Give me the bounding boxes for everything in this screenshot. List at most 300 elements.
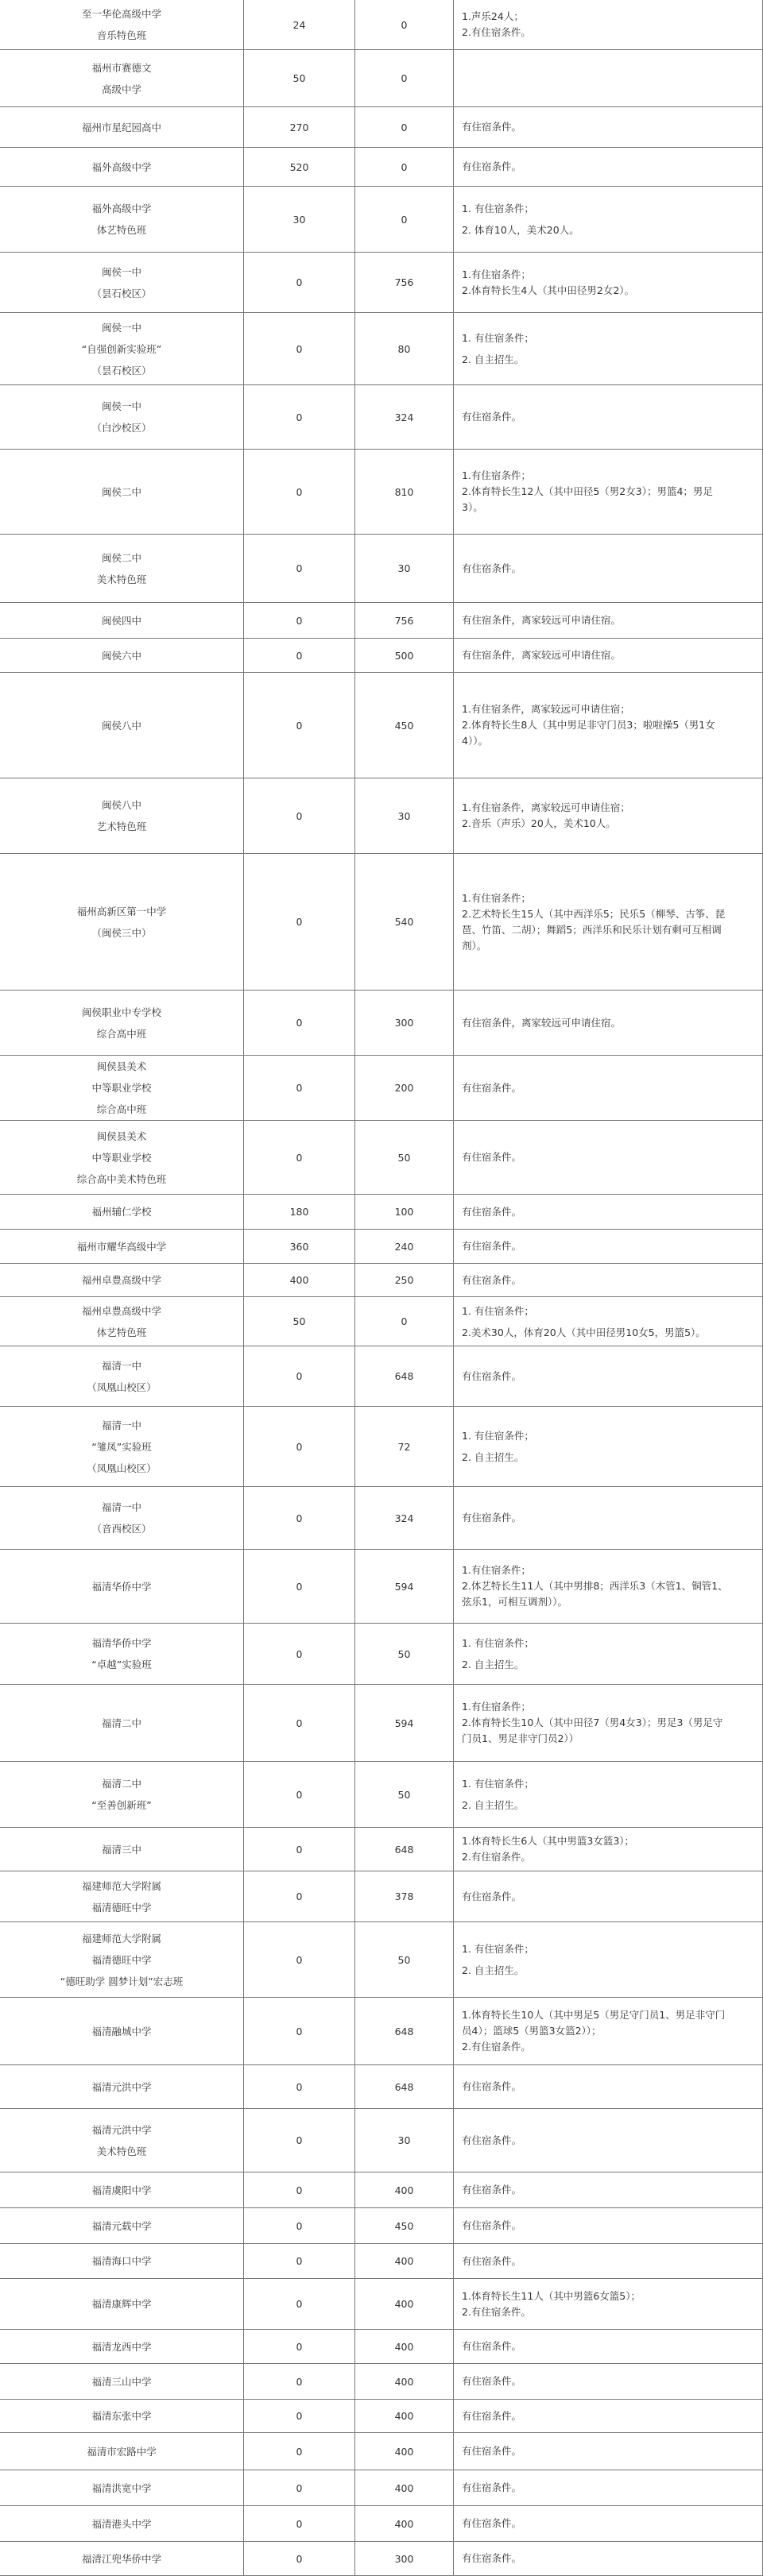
quota-a-cell bbox=[243, 148, 354, 187]
table-row bbox=[0, 2172, 763, 2208]
note-cell bbox=[453, 1624, 763, 1685]
note-line: 2.体艺特长生11人（其中男排8；西洋乐3（木管1、铜管1、 bbox=[462, 1580, 728, 1592]
school-name-cell bbox=[0, 2542, 243, 2576]
school-name-line: 福清一中 bbox=[101, 1501, 141, 1513]
note-cell bbox=[453, 2065, 763, 2109]
table-row bbox=[0, 2433, 763, 2470]
note-line: 4））。 bbox=[462, 735, 488, 747]
quota-b-cell bbox=[354, 2470, 453, 2506]
quota-b-cell bbox=[354, 1264, 453, 1297]
note-cell bbox=[453, 2244, 763, 2279]
quota-b-cell bbox=[354, 854, 453, 991]
note-line: 有住宿条件。 bbox=[462, 2340, 522, 2352]
quota-a-value: 0 bbox=[296, 1017, 303, 1029]
note-line: 3）。 bbox=[462, 501, 483, 513]
quota-a-value: 0 bbox=[296, 2410, 303, 2422]
school-name-line: 福清二中 bbox=[101, 1717, 141, 1729]
quota-b-cell bbox=[354, 1297, 453, 1346]
quota-b-value: 400 bbox=[394, 2340, 414, 2353]
table-row bbox=[0, 1998, 763, 2065]
note-line: 有住宿条件。 bbox=[462, 2375, 522, 2387]
quota-b-cell bbox=[354, 2364, 453, 2400]
school-name-line: 美术特色班 bbox=[96, 573, 147, 585]
table-row bbox=[0, 107, 763, 148]
note-cell bbox=[453, 639, 763, 673]
note-cell bbox=[453, 2433, 763, 2470]
note-cell bbox=[453, 1264, 763, 1297]
school-name-line: 福清二中 bbox=[101, 1778, 141, 1790]
school-name-line: 闽侯八中 bbox=[101, 719, 141, 732]
table-row bbox=[0, 2279, 763, 2330]
school-name-cell bbox=[0, 2172, 243, 2208]
quota-a-cell bbox=[243, 991, 354, 1056]
quota-b-cell bbox=[354, 1121, 453, 1195]
quota-a-cell bbox=[243, 1264, 354, 1297]
note-cell bbox=[453, 673, 763, 778]
quota-b-value: 648 bbox=[394, 2025, 414, 2037]
note-line: 1.有住宿条件； bbox=[462, 1564, 531, 1576]
school-name-cell bbox=[0, 1297, 243, 1346]
school-name-cell bbox=[0, 603, 243, 639]
quota-b-value: 756 bbox=[394, 614, 414, 627]
note-cell bbox=[453, 1828, 763, 1871]
quota-a-cell bbox=[243, 2400, 354, 2433]
school-name-cell bbox=[0, 50, 243, 107]
table-row bbox=[0, 1195, 763, 1230]
school-name-line: 福州市星纪园高中 bbox=[81, 121, 161, 133]
school-name-cell bbox=[0, 1998, 243, 2065]
school-name-line: 中等职业学校 bbox=[91, 1082, 152, 1094]
school-name-line: “至善创新班” bbox=[91, 1799, 152, 1811]
quota-a-cell bbox=[243, 1871, 354, 1922]
table-row bbox=[0, 385, 763, 450]
note-line: 1. 有住宿条件； bbox=[462, 1778, 534, 1790]
note-line: 1.有住宿条件，离家较远可申请住宿； bbox=[462, 801, 630, 813]
school-name-cell bbox=[0, 854, 243, 991]
quota-a-cell bbox=[243, 2330, 354, 2364]
quota-b-cell bbox=[354, 2433, 453, 2470]
quota-a-cell bbox=[243, 187, 354, 253]
note-cell bbox=[453, 778, 763, 854]
quota-a-value: 0 bbox=[296, 1512, 303, 1524]
note-line: 2. 自主招生。 bbox=[462, 1659, 525, 1670]
quota-b-value: 0 bbox=[401, 213, 408, 226]
school-name-line: 福州市耀华高级中学 bbox=[76, 1240, 167, 1253]
school-name-line: 福建师范大学附属 bbox=[81, 1879, 161, 1892]
note-line: 员4）；篮球5（男篮3女篮2））； bbox=[462, 2025, 602, 2037]
quota-b-value: 0 bbox=[401, 121, 408, 133]
quota-b-cell bbox=[354, 1828, 453, 1871]
note-line: 2.体育特长生12人（其中田径5（男2女3）；男篮4；男足 bbox=[462, 485, 713, 497]
quota-b-value: 594 bbox=[394, 1717, 414, 1729]
quota-a-value: 0 bbox=[296, 1580, 303, 1593]
note-line: 有住宿条件。 bbox=[462, 160, 522, 172]
quota-a-value: 0 bbox=[296, 1890, 303, 1902]
note-line: 2. 体育10人，美术20人。 bbox=[462, 224, 579, 236]
quota-a-value: 24 bbox=[292, 18, 306, 31]
quota-a-value: 0 bbox=[296, 1953, 303, 1966]
note-line: 有住宿条件。 bbox=[462, 1369, 522, 1382]
quota-a-value: 0 bbox=[296, 1151, 303, 1164]
quota-a-cell bbox=[243, 0, 354, 50]
quota-a-cell bbox=[243, 639, 354, 673]
note-line: 有住宿条件。 bbox=[462, 411, 522, 423]
note-line: 有住宿条件。 bbox=[462, 2219, 522, 2231]
quota-b-cell bbox=[354, 1195, 453, 1230]
note-line: 1.有住宿条件； bbox=[462, 268, 531, 280]
quota-b-value: 324 bbox=[394, 411, 414, 423]
school-name-line: 福清市宏路中学 bbox=[87, 2445, 157, 2458]
quota-b-value: 0 bbox=[401, 18, 408, 31]
quota-b-cell bbox=[354, 2330, 453, 2364]
note-cell bbox=[453, 1762, 763, 1828]
table-row bbox=[0, 1871, 763, 1922]
quota-a-value: 0 bbox=[296, 2445, 303, 2458]
school-name-line: 福州卓豊高级中学 bbox=[81, 1274, 161, 1286]
quota-a-value: 0 bbox=[296, 1082, 303, 1094]
table-row bbox=[0, 639, 763, 673]
school-name-cell bbox=[0, 1195, 243, 1230]
school-name-line: 高级中学 bbox=[101, 83, 141, 95]
school-name-line: 美术特色班 bbox=[96, 2145, 147, 2157]
table-row bbox=[0, 2065, 763, 2109]
school-name-cell bbox=[0, 2470, 243, 2506]
quota-b-value: 240 bbox=[394, 1240, 414, 1253]
quota-b-value: 100 bbox=[394, 1206, 414, 1218]
quota-b-value: 400 bbox=[394, 2375, 414, 2388]
note-cell bbox=[453, 1407, 763, 1487]
note-line: 有住宿条件。 bbox=[462, 121, 522, 133]
note-cell bbox=[453, 1487, 763, 1550]
quota-b-value: 80 bbox=[397, 342, 411, 355]
quota-b-cell bbox=[354, 1407, 453, 1487]
quota-a-cell bbox=[243, 1550, 354, 1624]
school-name-line: 闽侯职业中专学校 bbox=[81, 1006, 161, 1018]
school-name-line: 福清华侨中学 bbox=[91, 1580, 152, 1593]
table-row bbox=[0, 1550, 763, 1624]
note-line: 1.有住宿条件； bbox=[462, 469, 531, 481]
quota-b-value: 648 bbox=[394, 1843, 414, 1856]
quota-a-value: 0 bbox=[296, 614, 303, 627]
quota-a-value: 0 bbox=[296, 1647, 303, 1660]
quota-a-value: 180 bbox=[289, 1206, 309, 1218]
quota-a-cell bbox=[243, 1998, 354, 2065]
note-line: 1.体育特长生10人（其中男足5（男足守门员1、男足非守门 bbox=[462, 2009, 726, 2021]
note-line: 弦乐1，可相互调剂））。 bbox=[462, 1596, 567, 1608]
school-name-line: 福清康辉中学 bbox=[91, 2298, 152, 2310]
quota-b-value: 50 bbox=[397, 1647, 411, 1660]
school-name-line: 福清海口中学 bbox=[91, 2255, 152, 2267]
school-name-cell bbox=[0, 313, 243, 385]
school-name-line: 体艺特色班 bbox=[96, 1326, 147, 1338]
quota-a-cell bbox=[243, 1056, 354, 1121]
note-cell bbox=[453, 187, 763, 253]
school-name-line: 福州市赛德文 bbox=[91, 61, 152, 74]
school-name-line: 至一华伦高级中学 bbox=[81, 8, 161, 20]
note-cell bbox=[453, 1121, 763, 1195]
quota-b-cell bbox=[354, 148, 453, 187]
note-cell bbox=[453, 0, 763, 50]
note-cell bbox=[453, 2400, 763, 2433]
school-name-line: 闽侯二中 bbox=[101, 551, 141, 564]
table-row bbox=[0, 450, 763, 535]
quota-b-value: 400 bbox=[394, 2445, 414, 2458]
note-line: 1. 有住宿条件； bbox=[462, 1637, 534, 1649]
quota-a-cell bbox=[243, 2364, 354, 2400]
quota-a-cell bbox=[243, 1230, 354, 1264]
note-line: 1.有住宿条件； bbox=[462, 1701, 531, 1713]
quota-a-value: 0 bbox=[296, 2219, 303, 2232]
quota-a-cell bbox=[243, 2244, 354, 2279]
quota-b-cell bbox=[354, 1685, 453, 1762]
quota-b-cell bbox=[354, 1230, 453, 1264]
school-name-cell bbox=[0, 1871, 243, 1922]
note-cell bbox=[453, 2364, 763, 2400]
note-cell bbox=[453, 50, 763, 107]
table-row bbox=[0, 2470, 763, 2506]
table-row bbox=[0, 2244, 763, 2279]
table-row bbox=[0, 253, 763, 313]
quota-a-cell bbox=[243, 2109, 354, 2172]
note-cell bbox=[453, 1195, 763, 1230]
quota-a-value: 0 bbox=[296, 2517, 303, 2530]
school-name-line: 福清华侨中学 bbox=[91, 1637, 152, 1649]
quota-b-cell bbox=[354, 1550, 453, 1624]
school-name-line: （昙石校区） bbox=[91, 287, 152, 299]
note-line: 1.声乐24人； bbox=[462, 10, 524, 22]
quota-a-cell bbox=[243, 603, 354, 639]
table-row bbox=[0, 1828, 763, 1871]
quota-b-value: 0 bbox=[401, 160, 408, 173]
note-line: 有住宿条件。 bbox=[462, 2481, 522, 2493]
school-name-line: 福清洪宽中学 bbox=[91, 2481, 152, 2494]
note-line: 2. 自主招生。 bbox=[462, 353, 525, 365]
quota-b-value: 300 bbox=[394, 1017, 414, 1029]
note-cell bbox=[453, 1230, 763, 1264]
quota-a-cell bbox=[243, 2506, 354, 2542]
note-line: 琶、竹笛、二胡）；舞蹈5；西洋乐和民乐计划有剩可互相调 bbox=[462, 923, 722, 936]
school-name-line: （昙石校区） bbox=[91, 364, 152, 377]
quota-b-value: 50 bbox=[397, 1788, 411, 1801]
note-line: 2.体育特长生8人（其中男足非守门员3；啦啦操5（男1女 bbox=[462, 719, 715, 731]
school-name-line: 福外高级中学 bbox=[91, 203, 152, 214]
school-name-cell bbox=[0, 2208, 243, 2244]
school-name-line: 福清融城中学 bbox=[91, 2025, 152, 2037]
note-cell bbox=[453, 313, 763, 385]
quota-a-cell bbox=[243, 1121, 354, 1195]
quota-a-cell bbox=[243, 2470, 354, 2506]
quota-b-cell bbox=[354, 2279, 453, 2330]
school-name-line: （凤凰山校区） bbox=[87, 1381, 157, 1393]
note-line: 有住宿条件。 bbox=[462, 1273, 522, 1286]
school-name-line: 闽侯四中 bbox=[101, 614, 141, 627]
quota-a-cell bbox=[243, 2172, 354, 2208]
quota-a-cell bbox=[243, 1297, 354, 1346]
note-cell bbox=[453, 1297, 763, 1346]
school-name-line: 综合高中班 bbox=[96, 1103, 147, 1115]
quota-b-value: 30 bbox=[397, 562, 411, 574]
note-line: 2.有住宿条件。 bbox=[462, 2041, 531, 2053]
table-row bbox=[0, 2542, 763, 2576]
note-line: 2.体育特长生10人（其中田径7（男4女3）；男足3（男足守 bbox=[462, 1717, 723, 1728]
note-line: 有住宿条件。 bbox=[462, 2080, 522, 2092]
school-name-cell bbox=[0, 2330, 243, 2364]
table-row bbox=[0, 1056, 763, 1121]
school-name-cell bbox=[0, 2065, 243, 2109]
quota-b-value: 756 bbox=[394, 276, 414, 288]
table-row bbox=[0, 1264, 763, 1297]
quota-b-cell bbox=[354, 639, 453, 673]
school-name-line: 综合高中班 bbox=[96, 1027, 147, 1040]
note-line: 2.体育特长生4人（其中田径男2女2）。 bbox=[462, 284, 635, 296]
school-name-cell bbox=[0, 2279, 243, 2330]
school-name-cell bbox=[0, 2433, 243, 2470]
quota-b-cell bbox=[354, 673, 453, 778]
note-cell bbox=[453, 2109, 763, 2172]
school-name-line: 闽侯一中 bbox=[101, 265, 141, 278]
quota-b-cell bbox=[354, 1624, 453, 1685]
quota-a-cell bbox=[243, 778, 354, 854]
school-name-cell bbox=[0, 187, 243, 253]
quota-a-value: 0 bbox=[296, 916, 303, 928]
school-name-cell bbox=[0, 385, 243, 450]
note-cell bbox=[453, 1056, 763, 1121]
school-name-cell bbox=[0, 2506, 243, 2542]
school-name-line: 福清元洪中学 bbox=[91, 2080, 152, 2093]
note-line: 有住宿条件。 bbox=[462, 2409, 522, 2422]
quota-b-cell bbox=[354, 2208, 453, 2244]
quota-b-value: 400 bbox=[394, 2481, 414, 2494]
quota-a-value: 520 bbox=[289, 160, 309, 173]
school-name-line: 艺术特色班 bbox=[96, 821, 147, 832]
quota-a-value: 0 bbox=[296, 562, 303, 574]
note-cell bbox=[453, 535, 763, 603]
quota-a-cell bbox=[243, 535, 354, 603]
quota-a-value: 0 bbox=[296, 276, 303, 288]
table-row bbox=[0, 1230, 763, 1264]
quota-b-value: 30 bbox=[397, 809, 411, 822]
quota-a-cell bbox=[243, 2542, 354, 2576]
note-cell bbox=[453, 854, 763, 991]
quota-b-value: 72 bbox=[397, 1440, 411, 1453]
quota-b-cell bbox=[354, 2400, 453, 2433]
school-name-line: 福清德旺中学 bbox=[91, 1901, 152, 1914]
note-line: 1. 有住宿条件； bbox=[462, 203, 534, 214]
quota-b-cell bbox=[354, 1762, 453, 1828]
school-name-cell bbox=[0, 2400, 243, 2433]
note-line: 1. 有住宿条件； bbox=[462, 1943, 534, 1955]
quota-b-value: 30 bbox=[397, 2134, 411, 2146]
quota-a-value: 0 bbox=[296, 2375, 303, 2388]
quota-b-cell bbox=[354, 2065, 453, 2109]
note-cell bbox=[453, 991, 763, 1056]
quota-a-cell bbox=[243, 450, 354, 535]
note-cell bbox=[453, 450, 763, 535]
school-name-line: 闽侯二中 bbox=[101, 485, 141, 498]
school-name-line: 综合高中美术特色班 bbox=[76, 1172, 167, 1185]
school-name-line: 福州卓豊高级中学 bbox=[81, 1304, 161, 1317]
quota-a-cell bbox=[243, 253, 354, 313]
table-row bbox=[0, 1624, 763, 1685]
quota-b-value: 50 bbox=[397, 1151, 411, 1164]
table-row bbox=[0, 991, 763, 1056]
quota-a-value: 270 bbox=[289, 121, 309, 133]
school-name-line: 福清一中 bbox=[101, 1359, 141, 1372]
note-line: 有住宿条件。 bbox=[462, 562, 522, 574]
note-line: 1. 有住宿条件； bbox=[462, 1430, 534, 1442]
school-name-line: 福清元载中学 bbox=[91, 2219, 152, 2232]
quota-b-value: 450 bbox=[394, 719, 414, 732]
quota-b-cell bbox=[354, 2109, 453, 2172]
note-cell bbox=[453, 148, 763, 187]
school-name-cell bbox=[0, 2364, 243, 2400]
quota-b-cell bbox=[354, 991, 453, 1056]
school-name-cell bbox=[0, 1624, 243, 1685]
quota-b-value: 400 bbox=[394, 2298, 414, 2310]
note-line: 有住宿条件。 bbox=[462, 1890, 522, 1902]
quota-b-cell bbox=[354, 2172, 453, 2208]
school-name-line: 福清一中 bbox=[101, 1419, 141, 1431]
quota-b-cell bbox=[354, 535, 453, 603]
quota-a-value: 0 bbox=[296, 2025, 303, 2037]
quota-b-value: 250 bbox=[394, 1274, 414, 1286]
note-cell bbox=[453, 107, 763, 148]
table-row bbox=[0, 1346, 763, 1407]
quota-a-cell bbox=[243, 1685, 354, 1762]
school-name-cell bbox=[0, 2109, 243, 2172]
school-name-cell bbox=[0, 1550, 243, 1624]
quota-a-value: 360 bbox=[289, 1240, 309, 1253]
table-row bbox=[0, 187, 763, 253]
quota-a-value: 0 bbox=[296, 2340, 303, 2353]
note-line: 剂）。 bbox=[462, 939, 487, 952]
school-name-line: 闽侯六中 bbox=[101, 649, 141, 662]
note-cell bbox=[453, 2172, 763, 2208]
school-name-cell bbox=[0, 1121, 243, 1195]
school-name-line: 体艺特色班 bbox=[96, 224, 147, 236]
quota-a-cell bbox=[243, 50, 354, 107]
note-line: 有住宿条件。 bbox=[462, 1512, 522, 1524]
table-row bbox=[0, 673, 763, 778]
quota-b-cell bbox=[354, 2542, 453, 2576]
school-name-line: 福清德旺中学 bbox=[91, 1953, 152, 1966]
quota-a-value: 50 bbox=[292, 1315, 306, 1327]
school-name-cell bbox=[0, 1056, 243, 1121]
quota-b-cell bbox=[354, 0, 453, 50]
quota-b-value: 0 bbox=[401, 1315, 408, 1327]
quota-a-value: 400 bbox=[289, 1274, 309, 1286]
quota-a-value: 0 bbox=[296, 719, 303, 732]
note-line: 2. 自主招生。 bbox=[462, 1799, 525, 1811]
note-cell bbox=[453, 1998, 763, 2065]
quota-b-value: 810 bbox=[394, 485, 414, 498]
school-name-line: 中等职业学校 bbox=[91, 1151, 152, 1164]
quota-a-value: 0 bbox=[296, 1788, 303, 1801]
school-name-cell bbox=[0, 1264, 243, 1297]
school-name-line: 福清三中 bbox=[101, 1843, 141, 1856]
note-line: 2.音乐（声乐）20人，美术10人。 bbox=[462, 817, 616, 829]
quota-a-cell bbox=[243, 673, 354, 778]
note-cell bbox=[453, 1685, 763, 1762]
quota-a-cell bbox=[243, 313, 354, 385]
school-name-line: 福州高新区第一中学 bbox=[76, 905, 167, 917]
quota-a-cell bbox=[243, 2208, 354, 2244]
note-cell bbox=[453, 603, 763, 639]
note-line: 有住宿条件。 bbox=[462, 1151, 522, 1163]
table-row bbox=[0, 535, 763, 603]
school-name-cell bbox=[0, 1487, 243, 1550]
quota-a-cell bbox=[243, 1487, 354, 1550]
